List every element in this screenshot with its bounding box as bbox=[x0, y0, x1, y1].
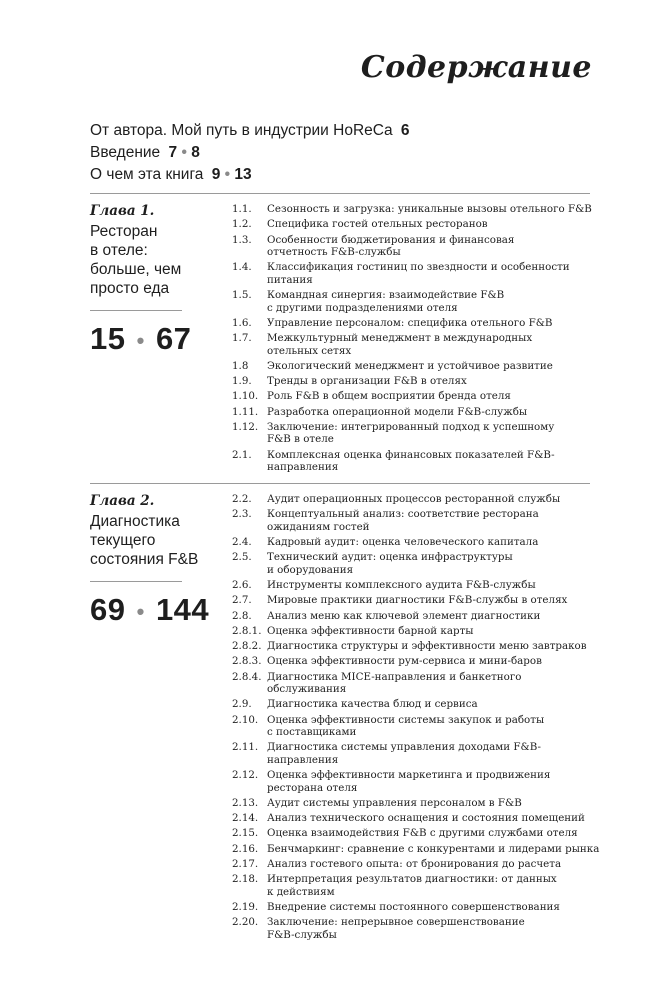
front-matter bbox=[90, 120, 610, 186]
front-item-intro bbox=[90, 142, 610, 164]
chapter-divider bbox=[90, 581, 182, 582]
toc-item-number: 2.7. bbox=[232, 594, 252, 607]
toc-item-title bbox=[267, 827, 604, 840]
toc-item-number: 2.15. bbox=[232, 827, 259, 840]
toc-item bbox=[232, 551, 604, 576]
front-item-text: О чем эта книга bbox=[90, 166, 204, 183]
toc-item-title bbox=[267, 873, 604, 898]
toc-item-title bbox=[267, 332, 604, 357]
toc-item-number: 1.1. bbox=[232, 203, 252, 215]
toc-item-line: Анализ технического оснащения и состояния помещений bbox=[267, 812, 585, 824]
toc-item-title bbox=[267, 610, 604, 623]
chapter-title-line: Ресторан bbox=[90, 223, 158, 240]
page-separator: • bbox=[224, 166, 231, 183]
toc-item-line: Мировые практики диагностики F&B-службы в отелях bbox=[267, 594, 568, 607]
toc-item-title bbox=[267, 218, 604, 231]
toc-item-number: 1.12. bbox=[232, 420, 259, 433]
toc-item bbox=[232, 671, 604, 696]
toc-item-number: 2.8.3. bbox=[232, 655, 262, 668]
toc-item-line: Управление персоналом: специфика отельного F&B bbox=[267, 316, 553, 329]
toc-item-line: Концептуальный анализ: соответствие ресторана bbox=[267, 508, 539, 521]
chapter-1-header bbox=[90, 203, 210, 357]
toc-item-title bbox=[267, 901, 604, 914]
toc-item-line: отельных сетях bbox=[267, 344, 352, 357]
toc-item bbox=[232, 375, 604, 388]
toc-item-line: Диагностика структуры и эффективности меню завтраков bbox=[267, 640, 587, 652]
toc-item bbox=[232, 421, 604, 446]
toc-item bbox=[232, 625, 604, 638]
toc-item-line: направления bbox=[267, 753, 339, 766]
toc-item-number: 2.12. bbox=[232, 769, 259, 781]
toc-item-number: 2.1. bbox=[232, 448, 252, 461]
toc-item-title bbox=[267, 797, 604, 810]
chapter-label: Глава 2. bbox=[90, 493, 155, 509]
front-item-pages bbox=[169, 144, 200, 161]
toc-item-line: ресторана отеля bbox=[267, 781, 358, 794]
toc-item-title bbox=[267, 843, 604, 856]
toc-item-number: 2.17. bbox=[232, 857, 259, 870]
toc-item-title bbox=[267, 203, 604, 216]
page-separator: • bbox=[136, 327, 145, 353]
toc-item-line: Межкультурный менеджмент в международных bbox=[267, 332, 533, 344]
toc-item bbox=[232, 858, 604, 871]
divider bbox=[90, 483, 590, 484]
front-item-page: 6 bbox=[400, 122, 410, 139]
toc-item-line: Оценка эффективности рум-сервиса и мини-баров bbox=[267, 655, 542, 668]
toc-item-line: Диагностика MICE-направления и банкетного bbox=[267, 670, 522, 683]
toc-item-line: Оценка эффективности маркетинга и продвижения bbox=[267, 769, 551, 781]
toc-item-title bbox=[267, 594, 604, 607]
toc-item-number: 2.8. bbox=[232, 609, 252, 622]
toc-item-number: 1.3. bbox=[232, 233, 252, 246]
toc-item bbox=[232, 449, 604, 474]
toc-item-line: Сезонность и загрузка: уникальные вызовы отельного F&B bbox=[267, 203, 592, 215]
toc-item-line: Инструменты комплексного аудита F&B-службы bbox=[267, 579, 536, 591]
chapter-title bbox=[90, 512, 210, 569]
toc-item-number: 2.2. bbox=[232, 493, 252, 505]
toc-item bbox=[232, 406, 604, 419]
toc-item bbox=[232, 360, 604, 373]
toc-item-line: Особенности бюджетирования и финансовая bbox=[267, 233, 515, 246]
toc-item-line: Анализ гостевого опыта: от бронирования до расчета bbox=[267, 857, 562, 870]
toc-item-line: F&B в отеле bbox=[267, 433, 334, 446]
front-item-text: Введение bbox=[90, 144, 161, 161]
toc-item bbox=[232, 594, 604, 607]
toc-item-number: 1.4. bbox=[232, 261, 252, 274]
chapter-label: Глава 1. bbox=[90, 203, 155, 219]
toc-item-number: 2.3. bbox=[232, 508, 252, 521]
page-start: 7 bbox=[168, 144, 178, 161]
toc-item bbox=[232, 536, 604, 549]
chapter-title-line: текущего bbox=[90, 532, 156, 549]
toc-item-line: Комплексная оценка финансовых показателей F&B- bbox=[267, 448, 555, 461]
toc-item bbox=[232, 234, 604, 259]
chapter-2-header bbox=[90, 493, 210, 628]
toc-item-title bbox=[267, 714, 604, 739]
page-end: 144 bbox=[155, 592, 210, 627]
page-title: Содержание bbox=[360, 50, 592, 85]
toc-item-line: Технический аудит: оценка инфраструктуры bbox=[267, 551, 513, 564]
toc-item-number: 2.6. bbox=[232, 579, 252, 591]
toc-item-title bbox=[267, 671, 604, 696]
toc-item-line: F&B-службы bbox=[267, 928, 337, 941]
toc-item-title bbox=[267, 551, 604, 576]
toc-item bbox=[232, 332, 604, 357]
toc-item-number: 1.2. bbox=[232, 218, 252, 231]
front-item-pages bbox=[212, 166, 252, 183]
chapter-title bbox=[90, 222, 210, 298]
chapter-1-contents bbox=[232, 203, 604, 476]
toc-item-title bbox=[267, 261, 604, 286]
toc-item bbox=[232, 508, 604, 533]
toc-item-line: Бенчмаркинг: сравнение с конкурентами и лидерами рынка bbox=[267, 842, 600, 855]
toc-item-line: Заключение: интегрированный подход к успешному bbox=[267, 420, 555, 433]
toc-item-number: 2.16. bbox=[232, 842, 259, 855]
toc-item bbox=[232, 610, 604, 623]
toc-item bbox=[232, 640, 604, 653]
toc-item-number: 1.11. bbox=[232, 405, 259, 418]
toc-item-line: Анализ меню как ключевой элемент диагностики bbox=[267, 609, 541, 622]
toc-item-title bbox=[267, 375, 604, 388]
toc-item-line: Интерпретация результатов диагностики: от данных bbox=[267, 873, 557, 885]
front-item-text: От автора. Мой путь в индустрии HoReCa bbox=[90, 122, 393, 139]
toc-item-title bbox=[267, 421, 604, 446]
toc-item-line: ожиданиям гостей bbox=[267, 520, 370, 533]
toc-item bbox=[232, 797, 604, 810]
toc-item-line: направления bbox=[267, 461, 339, 473]
toc-item-number: 2.11. bbox=[232, 741, 259, 754]
front-item-author bbox=[90, 120, 610, 142]
page-start: 15 bbox=[90, 321, 126, 356]
toc-item-title bbox=[267, 579, 604, 592]
toc-item-number: 1.5. bbox=[232, 289, 252, 301]
toc-item-line: Экологический менеджмент и устойчивое развитие bbox=[267, 359, 553, 372]
toc-item-number: 1.8 bbox=[232, 359, 249, 372]
toc-item bbox=[232, 827, 604, 840]
toc-item-title bbox=[267, 234, 604, 259]
toc-item bbox=[232, 655, 604, 668]
toc-item-line: Специфика гостей отельных ресторанов bbox=[267, 218, 488, 231]
toc-item bbox=[232, 873, 604, 898]
toc-item-title bbox=[267, 655, 604, 668]
chapter-title-line: состояния F&B bbox=[90, 551, 199, 568]
toc-item-title bbox=[267, 493, 604, 506]
chapter-title-line: Диагностика bbox=[90, 513, 180, 530]
toc-item-line: Диагностика системы управления доходами F&B- bbox=[267, 741, 541, 754]
toc-item-number: 1.6. bbox=[232, 316, 252, 329]
toc-item-line: с другими подразделениями отеля bbox=[267, 301, 458, 314]
page-end: 8 bbox=[191, 144, 200, 161]
toc-item-line: Разработка операционной модели F&B-службы bbox=[267, 405, 528, 418]
toc-item-number: 1.9. bbox=[232, 375, 252, 387]
chapter-title-line: просто еда bbox=[90, 280, 170, 297]
toc-item-title bbox=[267, 741, 604, 766]
toc-item-number: 2.10. bbox=[232, 713, 259, 726]
toc-item bbox=[232, 218, 604, 231]
toc-item-line: Оценка взаимодействия F&B с другими службами отеля bbox=[267, 827, 578, 840]
toc-item-line: Аудит системы управления персоналом в F&B bbox=[267, 796, 522, 809]
toc-item bbox=[232, 769, 604, 794]
toc-item-title bbox=[267, 360, 604, 373]
toc-item bbox=[232, 317, 604, 330]
toc-item-line: Роль F&B в общем восприятии бренда отеля bbox=[267, 390, 511, 403]
toc-item-number: 2.4. bbox=[232, 536, 252, 548]
toc-item-title bbox=[267, 406, 604, 419]
page-separator: • bbox=[181, 144, 187, 161]
toc-item bbox=[232, 390, 604, 403]
page-start: 9 bbox=[211, 166, 221, 183]
toc-item-line: Заключение: непрерывное совершенствование bbox=[267, 916, 525, 928]
toc-item-line: Кадровый аудит: оценка человеческого капитала bbox=[267, 536, 539, 548]
page-end: 13 bbox=[234, 166, 252, 183]
toc-item-number: 1.7. bbox=[232, 332, 252, 344]
toc-item-line: отчетность F&B-службы bbox=[267, 246, 401, 258]
toc-item-line: с поставщиками bbox=[267, 726, 357, 738]
toc-item-title bbox=[267, 449, 604, 474]
chapter-2-contents bbox=[232, 493, 604, 944]
toc-item-title bbox=[267, 317, 604, 330]
toc-item-title bbox=[267, 390, 604, 403]
divider bbox=[90, 193, 590, 194]
toc-item-title bbox=[267, 536, 604, 549]
toc-item-title bbox=[267, 916, 604, 941]
toc-item-title bbox=[267, 858, 604, 871]
page-separator: • bbox=[136, 598, 145, 624]
page-start: 69 bbox=[90, 592, 126, 627]
toc-item bbox=[232, 579, 604, 592]
toc-item-number: 2.18. bbox=[232, 873, 259, 885]
chapter-pages bbox=[90, 321, 210, 357]
toc-item-title bbox=[267, 698, 604, 711]
toc-item-title bbox=[267, 508, 604, 533]
toc-item-title bbox=[267, 640, 604, 653]
toc-item-line: Тренды в организации F&B в отелях bbox=[267, 375, 467, 387]
toc-item bbox=[232, 916, 604, 941]
toc-item-line: Классификация гостиниц по звездности и особенности bbox=[267, 261, 570, 274]
toc-item-number: 2.8.1. bbox=[232, 624, 262, 637]
toc-item-line: к действиям bbox=[267, 885, 335, 898]
toc-item bbox=[232, 901, 604, 914]
toc-item bbox=[232, 261, 604, 286]
toc-item-line: Оценка эффективности системы закупок и работы bbox=[267, 713, 545, 726]
page-end: 67 bbox=[155, 321, 192, 356]
toc-item-number: 2.13. bbox=[232, 796, 259, 809]
toc-item-line: обслуживания bbox=[267, 683, 347, 695]
toc-item-number: 2.9. bbox=[232, 698, 252, 711]
toc-item-line: питания bbox=[267, 273, 313, 286]
toc-item-number: 2.14. bbox=[232, 812, 259, 824]
chapter-divider bbox=[90, 310, 182, 311]
chapter-title-line: больше, чем bbox=[90, 261, 182, 278]
toc-item-line: Диагностика качества блюд и сервиса bbox=[267, 698, 478, 711]
toc-item-title bbox=[267, 625, 604, 638]
toc-item-line: и оборудования bbox=[267, 563, 354, 576]
toc-item bbox=[232, 493, 604, 506]
toc-item-number: 2.19. bbox=[232, 900, 259, 913]
chapter-pages bbox=[90, 592, 210, 628]
toc-item bbox=[232, 698, 604, 711]
toc-item-number: 1.10. bbox=[232, 390, 259, 403]
toc-item-line: Оценка эффективности барной карты bbox=[267, 624, 474, 637]
front-item-about bbox=[90, 164, 610, 186]
chapter-title-line: в отеле: bbox=[90, 242, 148, 259]
toc-item bbox=[232, 203, 604, 216]
toc-item-title bbox=[267, 812, 604, 825]
toc-item bbox=[232, 714, 604, 739]
toc-item bbox=[232, 812, 604, 825]
toc-item-number: 2.20. bbox=[232, 916, 259, 928]
toc-item bbox=[232, 289, 604, 314]
toc-item-title bbox=[267, 769, 604, 794]
toc-item-title bbox=[267, 289, 604, 314]
toc-item-number: 2.5. bbox=[232, 551, 252, 564]
toc-item bbox=[232, 843, 604, 856]
toc-item bbox=[232, 741, 604, 766]
toc-item-line: Внедрение системы постоянного совершенствования bbox=[267, 900, 560, 913]
toc-item-number: 2.8.4. bbox=[232, 670, 262, 683]
toc-item-line: Командная синергия: взаимодействие F&B bbox=[267, 289, 505, 301]
toc-item-number: 2.8.2. bbox=[232, 640, 262, 652]
toc-item-line: Аудит операционных процессов ресторанной службы bbox=[267, 493, 561, 505]
